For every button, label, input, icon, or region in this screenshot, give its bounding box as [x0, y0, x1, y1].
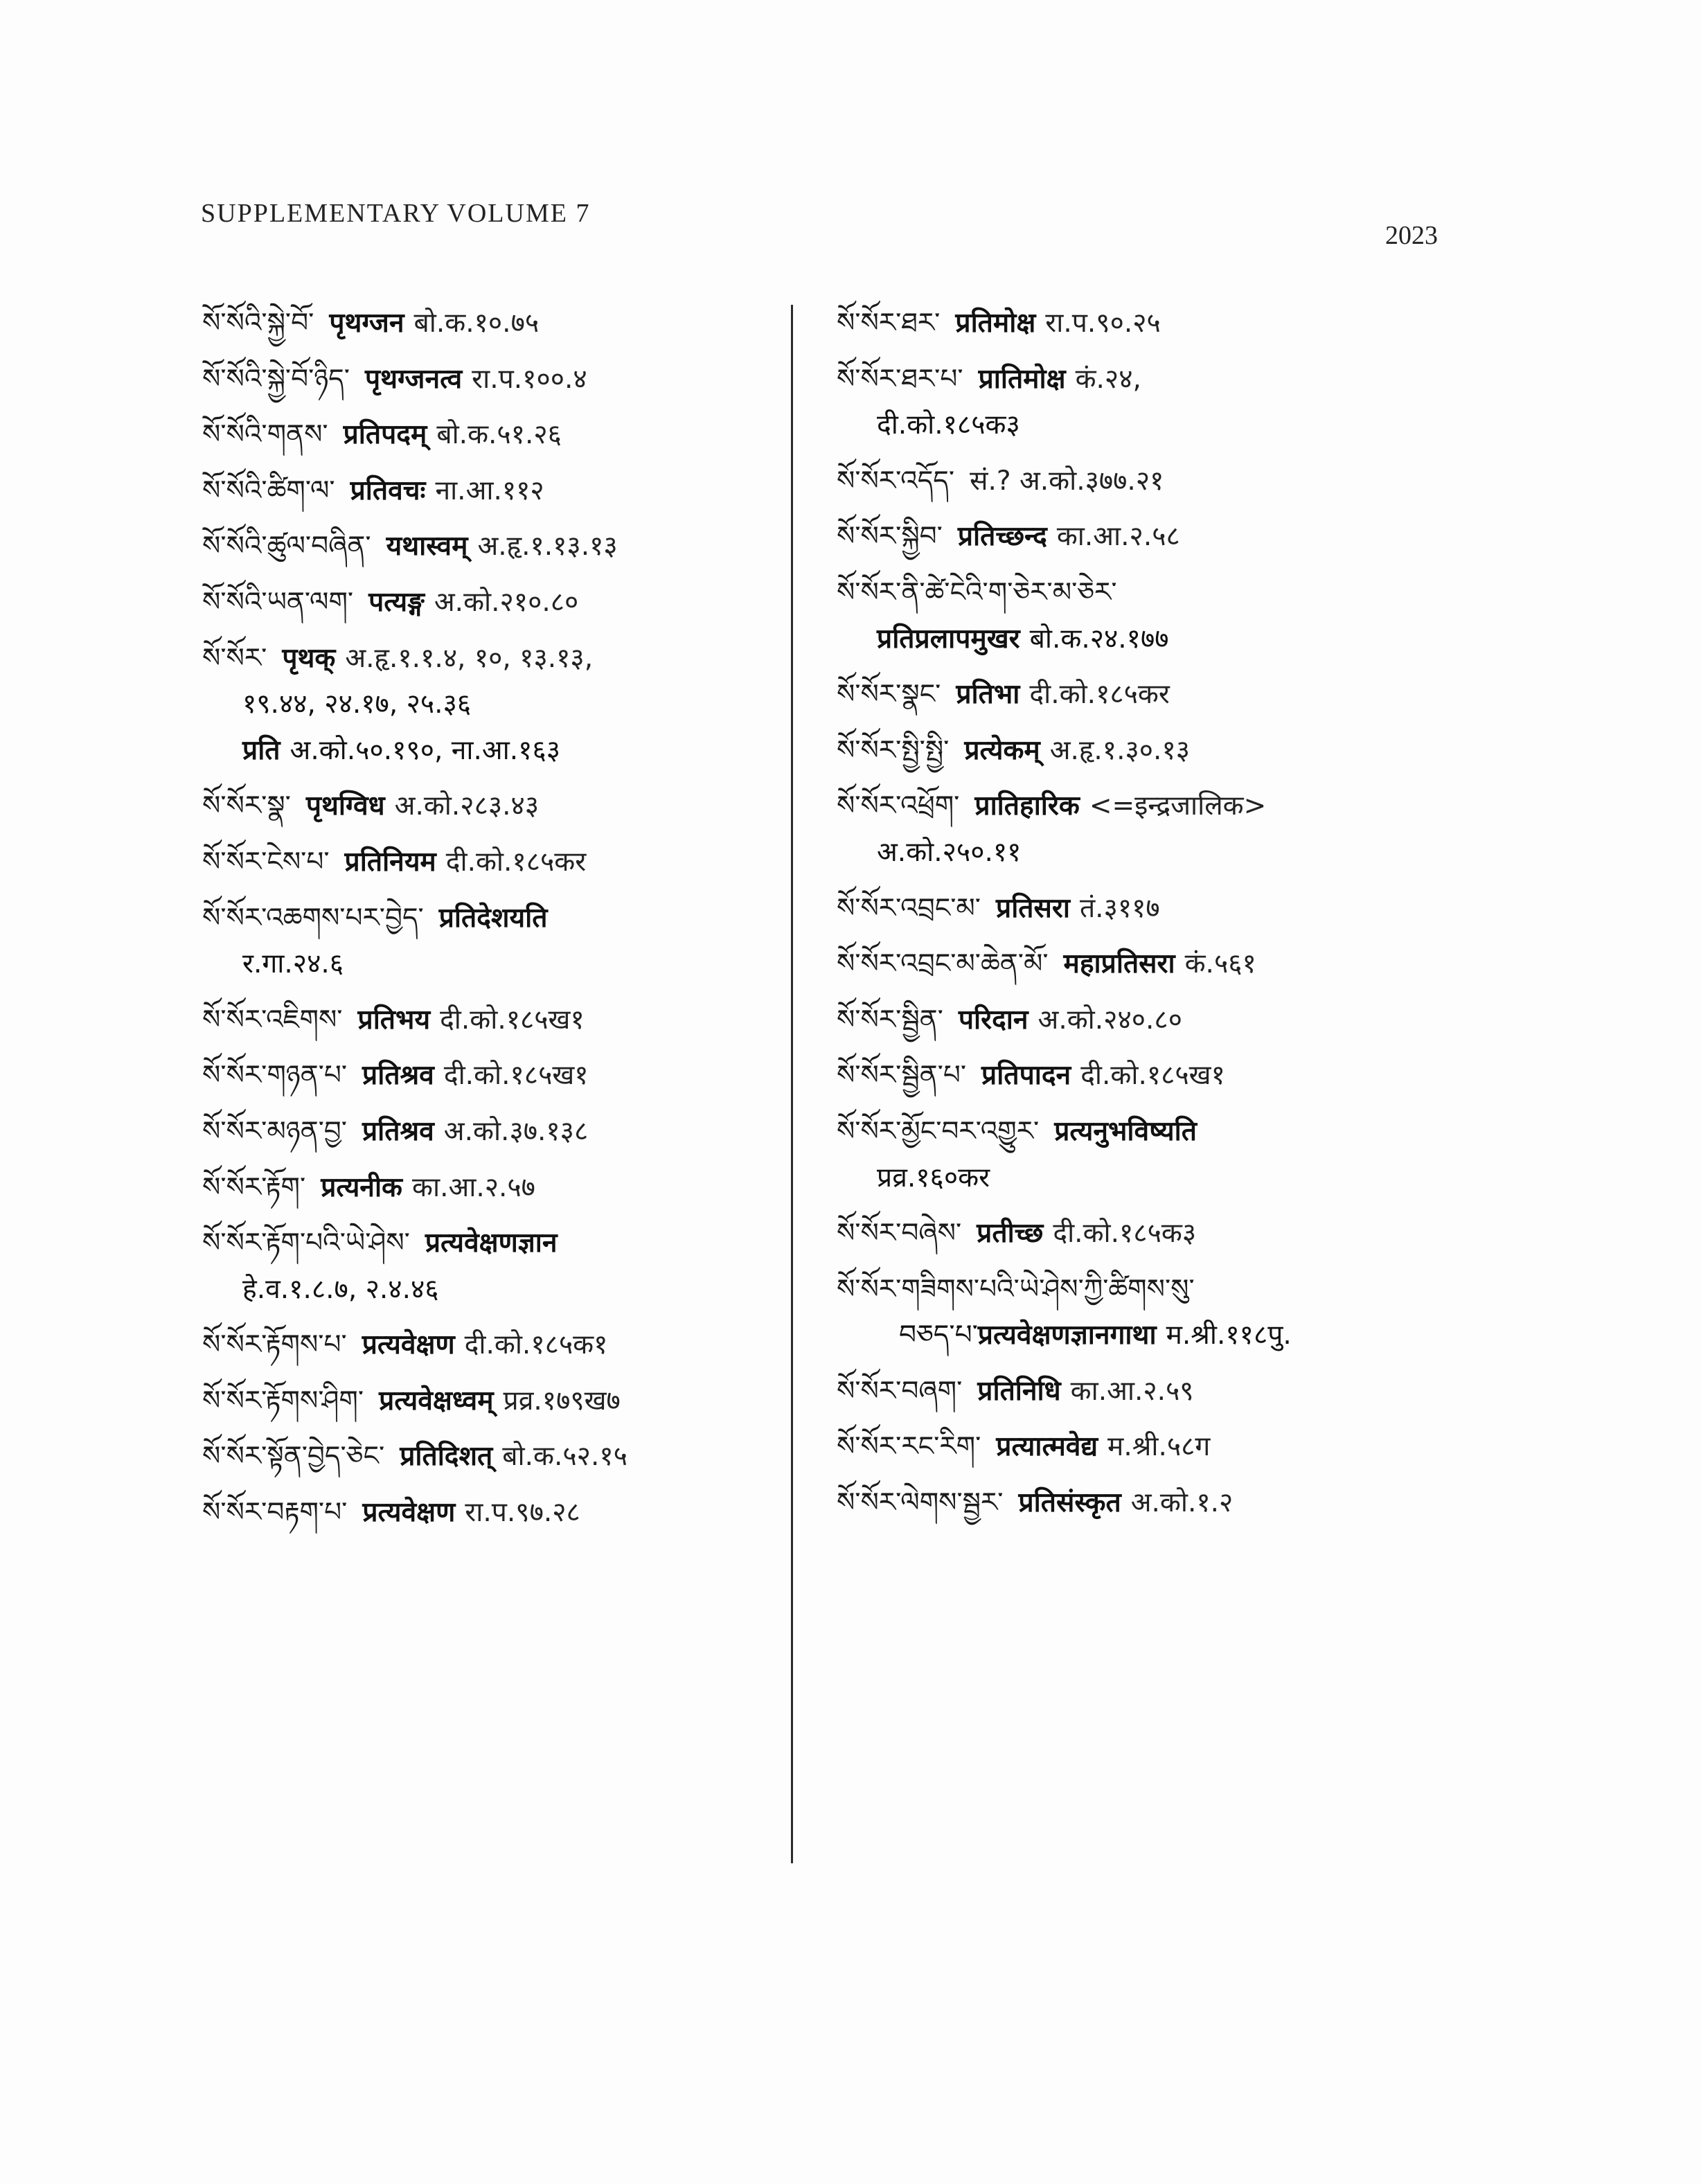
tibetan-headword: སོ་སོར་སྣ་	[202, 790, 291, 822]
dictionary-entry	[837, 788, 1446, 826]
source-reference: अ.हृ.१.१.४, १०, १३.१३,	[345, 642, 594, 674]
dictionary-entry	[837, 732, 1446, 770]
dictionary-entry	[202, 1438, 805, 1476]
tibetan-headword: སོ་སོར་འཕྲོག་	[837, 790, 960, 822]
dictionary-entry	[202, 788, 805, 826]
tibetan-headword: སོ་སོར་རྟོགས་པ་	[202, 1329, 347, 1361]
tibetan-headword: སོ་སོར་མཉན་བྱ་	[202, 1115, 347, 1147]
source-reference: अ.हृ.१.३०.१३	[1049, 734, 1190, 766]
dictionary-entry	[202, 1002, 805, 1040]
dictionary-entry	[837, 1428, 1446, 1466]
entry-continuation	[242, 686, 805, 724]
source-reference: का.आ.२.५८	[1056, 521, 1180, 553]
sanskrit-equivalent: प्रत्यनीक	[321, 1171, 403, 1203]
source-reference: का.आ.२.५७	[412, 1171, 535, 1203]
tibetan-headword: སོ་སོར་གཟིགས་པའི་ཡེ་ཤེས་ཀྱི་ཚིགས་སུ་	[837, 1273, 1195, 1305]
tibetan-headword: སོ་སོར་ངེས་པ་	[202, 846, 330, 878]
source-reference: अ.हृ.१.१३.१३	[477, 531, 618, 562]
sanskrit-equivalent: प्रत्यवेक्षण	[362, 1329, 455, 1361]
tibetan-headword: སོ་སོར་རང་རིག་	[837, 1431, 981, 1463]
sanskrit-equivalent: प्रतिनियम	[344, 846, 436, 878]
source-reference: कं.२४,	[1075, 363, 1141, 395]
sanskrit-equivalent: प्रतिभय	[357, 1004, 431, 1036]
tibetan-headword: སོ་སོའི་ཚིག་ལ་	[202, 474, 335, 506]
page-number: 2023	[1385, 221, 1438, 250]
entry-continuation	[877, 621, 1446, 659]
source-reference: दी.को.१८५कर	[1029, 679, 1170, 711]
tibetan-headword: སོ་སོར་བཞག་	[837, 1375, 963, 1407]
tibetan-headword: སོ་སོར་རྟོགས་ཤིག་	[202, 1385, 364, 1417]
sanskrit-equivalent: प्रतिवचः	[350, 474, 426, 506]
tibetan-headword: སོ་སོར་ལེགས་སྦྱར་	[837, 1487, 1004, 1519]
source-reference: का.आ.२.५९	[1070, 1375, 1194, 1407]
sanskrit-equivalent: प्रातिहारिक	[974, 790, 1080, 822]
tibetan-headword: སོ་སོར་སྤྱི་སྤྱི་	[837, 734, 950, 766]
dictionary-entry	[837, 574, 1446, 612]
dictionary-entry	[202, 472, 805, 511]
dictionary-entry	[837, 518, 1446, 556]
sanskrit-equivalent: प्रतिच्छन्द	[957, 521, 1047, 553]
source-reference: दी.को.१८५ख१	[1080, 1060, 1225, 1092]
tibetan-headword: སོ་སོར་	[202, 642, 267, 674]
dictionary-entry	[837, 1057, 1446, 1095]
source-reference: ना.आ.११२	[435, 474, 544, 506]
sanskrit-equivalent: प्रत्यवेक्षणज्ञानगाथा	[977, 1320, 1157, 1351]
sanskrit-equivalent: प्रत्यवेक्षणज्ञान	[425, 1227, 558, 1259]
entry-continuation	[877, 834, 1446, 872]
source-reference: र.गा.२४.६	[242, 948, 344, 980]
entry-continuation	[877, 1160, 1446, 1198]
right-column	[837, 305, 1446, 1541]
source-reference: दी.को.१८५क३	[1053, 1218, 1197, 1250]
entry-continuation	[877, 407, 1446, 445]
source-reference: दी.को.१८५क३	[877, 409, 1020, 441]
tibetan-headword: སོ་སོར་འཆགས་པར་བྱེད་	[202, 902, 424, 934]
dictionary-entry	[837, 890, 1446, 928]
sanskrit-equivalent: प्रत्येकम्	[964, 734, 1040, 766]
source-reference: अ.को.१.२	[1130, 1487, 1234, 1519]
source-reference: अ.को.२४०.८०	[1037, 1004, 1182, 1036]
running-head: SUPPLEMENTARY VOLUME 7	[201, 199, 591, 228]
dictionary-entry	[837, 1484, 1446, 1522]
sanskrit-equivalent: प्रत्यनुभविष्यति	[1054, 1115, 1197, 1147]
source-reference: <=इन्द्रजालिक>	[1089, 790, 1267, 822]
sanskrit-equivalent: प्रत्यात्मवेद्य	[996, 1431, 1098, 1463]
sanskrit-equivalent: प्रतिश्रव	[362, 1115, 434, 1147]
tibetan-headword: སོ་སོའི་སྐྱེ་བོ་ཉིད་	[202, 363, 350, 395]
source-reference: १९.४४, २४.१७, २५.३६	[242, 689, 472, 720]
source-reference: रा.प.९७.२८	[465, 1497, 580, 1529]
dictionary-entry	[202, 900, 805, 938]
tibetan-headword: སོ་སོར་གཉན་པ་	[202, 1060, 348, 1092]
tibetan-headword: སོ་སོར་བརྟག་པ་	[202, 1497, 348, 1529]
dictionary-entry	[202, 305, 805, 343]
dictionary-entry	[837, 1373, 1446, 1411]
tibetan-headword: སོ་སོར་ཐར་	[837, 308, 941, 339]
tibetan-headword: སོ་སོར་འབྲང་མ་	[837, 892, 981, 924]
sanskrit-equivalent: पृथक्	[282, 642, 336, 674]
source-reference: बो.क.१०.७५	[413, 308, 540, 339]
sanskrit-equivalent: पृथग्जन	[329, 308, 404, 339]
sanskrit-equivalent: प्रतिदेशयति	[438, 902, 548, 934]
dictionary-entry	[202, 844, 805, 882]
dictionary-entry	[202, 1169, 805, 1207]
dictionary-entry	[202, 416, 805, 454]
tibetan-headword: སོ་སོར་སྣང་	[837, 679, 941, 711]
sanskrit-equivalent: प्रतिश्रव	[362, 1060, 434, 1092]
sanskrit-equivalent: महाप्रतिसरा	[1063, 948, 1175, 980]
source-reference: सं.? अ.को.३७७.२१	[970, 465, 1164, 497]
tibetan-headword: སོ་སོར་སྦྱིན་	[837, 1004, 943, 1036]
sanskrit-equivalent: प्रातिमोक्ष	[978, 363, 1066, 395]
tibetan-headword: སོ་སོར་ཐར་པ་	[837, 363, 963, 395]
source-reference: प्रव्र.१७९ख७	[503, 1385, 621, 1417]
sanskrit-equivalent: पृथग्जनत्व	[364, 363, 463, 395]
sanskrit-equivalent: पृथग्विध	[305, 790, 385, 822]
dictionary-entry	[202, 1225, 805, 1263]
dictionary-entry	[202, 584, 805, 622]
source-reference: बो.क.२४.१७७	[1029, 623, 1169, 655]
source-reference: अ.को.५०.१९०, ना.आ.१६३	[290, 734, 561, 766]
dictionary-entry	[202, 1494, 805, 1532]
sanskrit-equivalent: प्रति	[242, 734, 280, 766]
sanskrit-equivalent: प्रतिप्रलापमुखर	[877, 623, 1020, 655]
tibetan-headword: སོ་སོར་སྟོན་བྱེད་ཅེང་	[202, 1441, 385, 1473]
sanskrit-equivalent: प्रत्यवेक्षध्वम्	[379, 1385, 494, 1417]
tibetan-headword: སོ་སོར་འཇིགས་	[202, 1004, 343, 1036]
dictionary-entry	[202, 640, 805, 678]
source-reference: कं.५६१	[1184, 948, 1256, 980]
column-divider	[791, 305, 793, 1863]
source-reference: अ.को.२८३.४३	[394, 790, 540, 822]
source-reference: अ.को.२१०.८०	[434, 586, 579, 618]
dictionary-entry	[837, 1002, 1446, 1040]
tibetan-headword: སོ་སོའི་སྐྱེ་བོ་	[202, 308, 314, 339]
source-reference: प्रव्र.१६०कर	[877, 1162, 990, 1193]
source-reference: तं.३११७	[1079, 892, 1160, 924]
source-reference: दी.को.१८५कर	[445, 846, 587, 878]
source-reference: अ.को.३७.१३८	[443, 1115, 589, 1147]
tibetan-headword: སོ་སོར་སྦྱིན་པ་	[837, 1060, 967, 1092]
entry-continuation	[242, 945, 805, 984]
sanskrit-equivalent: यथास्वम्	[386, 531, 468, 562]
source-reference: दी.को.१८५क१	[464, 1329, 608, 1361]
source-reference: हे.व.१.८.७, २.४.४६	[242, 1273, 439, 1305]
sanskrit-equivalent: प्रतिसंस्कृत	[1018, 1487, 1121, 1519]
sanskrit-equivalent: प्रतिपादन	[981, 1060, 1071, 1092]
tibetan-headword: སོ་སོར་འབྲང་མ་ཆེན་མོ་	[837, 948, 1049, 980]
dictionary-entry	[837, 305, 1446, 343]
sanskrit-equivalent: प्रतिनिधि	[977, 1375, 1061, 1407]
sanskrit-equivalent: प्रतिदिशत्	[400, 1441, 493, 1473]
tibetan-headword: སོ་སོར་རྟོག་	[202, 1171, 306, 1203]
tibetan-headword: སོ་སོར་མྱོང་བར་འགྱུར་	[837, 1115, 1040, 1147]
entry-continuation	[242, 732, 805, 770]
dictionary-entry	[837, 676, 1446, 714]
source-reference: म.श्री.५८ग	[1107, 1431, 1211, 1463]
dictionary-entry	[202, 1383, 805, 1421]
sanskrit-equivalent: प्रतिमोक्ष	[955, 308, 1036, 339]
sanskrit-equivalent: प्रतीच्छ	[977, 1218, 1044, 1250]
dictionary-entry	[837, 1271, 1446, 1309]
left-column	[202, 305, 805, 1550]
dictionary-entry	[837, 1215, 1446, 1253]
source-reference: दी.को.१८५ख१	[443, 1060, 589, 1092]
tibetan-headword: སོ་སོའི་ཚུལ་བཞིན་	[202, 531, 371, 562]
source-reference: रा.प.९०.२५	[1045, 308, 1161, 339]
source-reference: म.श्री.११८पु.	[1166, 1320, 1292, 1351]
source-reference: दी.को.१८५ख१	[440, 1004, 585, 1036]
tibetan-headword: སོ་སོར་རྟོག་པའི་ཡེ་ཤེས་	[202, 1227, 410, 1259]
dictionary-entry	[837, 463, 1446, 501]
sanskrit-equivalent: प्रतिभा	[956, 679, 1020, 711]
tibetan-headword: སོ་སོར་བཞེས་	[837, 1218, 962, 1250]
sanskrit-equivalent: प्रतिसरा	[996, 892, 1070, 924]
tibetan-headword: སོ་སོའི་གནས་	[202, 419, 328, 451]
dictionary-entry	[202, 361, 805, 399]
dictionary-entry	[202, 1113, 805, 1151]
dictionary-entry	[837, 945, 1446, 984]
sanskrit-equivalent: परिदान	[958, 1004, 1028, 1036]
dictionary-entry	[202, 528, 805, 566]
source-reference: बो.क.५१.२६	[436, 419, 562, 451]
sanskrit-equivalent: पत्यङ्ग	[368, 586, 425, 618]
dictionary-entry	[837, 1113, 1446, 1151]
dictionary-entry	[837, 361, 1446, 399]
entry-continuation	[242, 1271, 805, 1309]
source-reference: रा.प.१००.४	[472, 363, 587, 395]
source-reference: बो.क.५२.१५	[502, 1441, 627, 1473]
sanskrit-equivalent: प्रतिपदम्	[343, 419, 427, 451]
dictionary-entry	[202, 1057, 805, 1095]
dictionary-entry	[202, 1326, 805, 1365]
source-reference: अ.को.२५०.११	[877, 836, 1022, 868]
tibetan-headword: སོ་སོར་ནི་ཚེ་ངེའི་ག་ཅེར་མ་ཅེར་	[837, 576, 1117, 608]
tibetan-headword: སོ་སོའི་ཡན་ལག་	[202, 586, 354, 618]
tibetan-headword: བཅད་པ་	[899, 1320, 978, 1351]
tibetan-headword: སོ་སོར་འདོད་	[837, 465, 955, 497]
tibetan-headword: སོ་སོར་སྐྱིབ་	[837, 521, 943, 553]
entry-continuation	[899, 1317, 1446, 1355]
sanskrit-equivalent: प्रत्यवेक्षण	[362, 1497, 456, 1529]
